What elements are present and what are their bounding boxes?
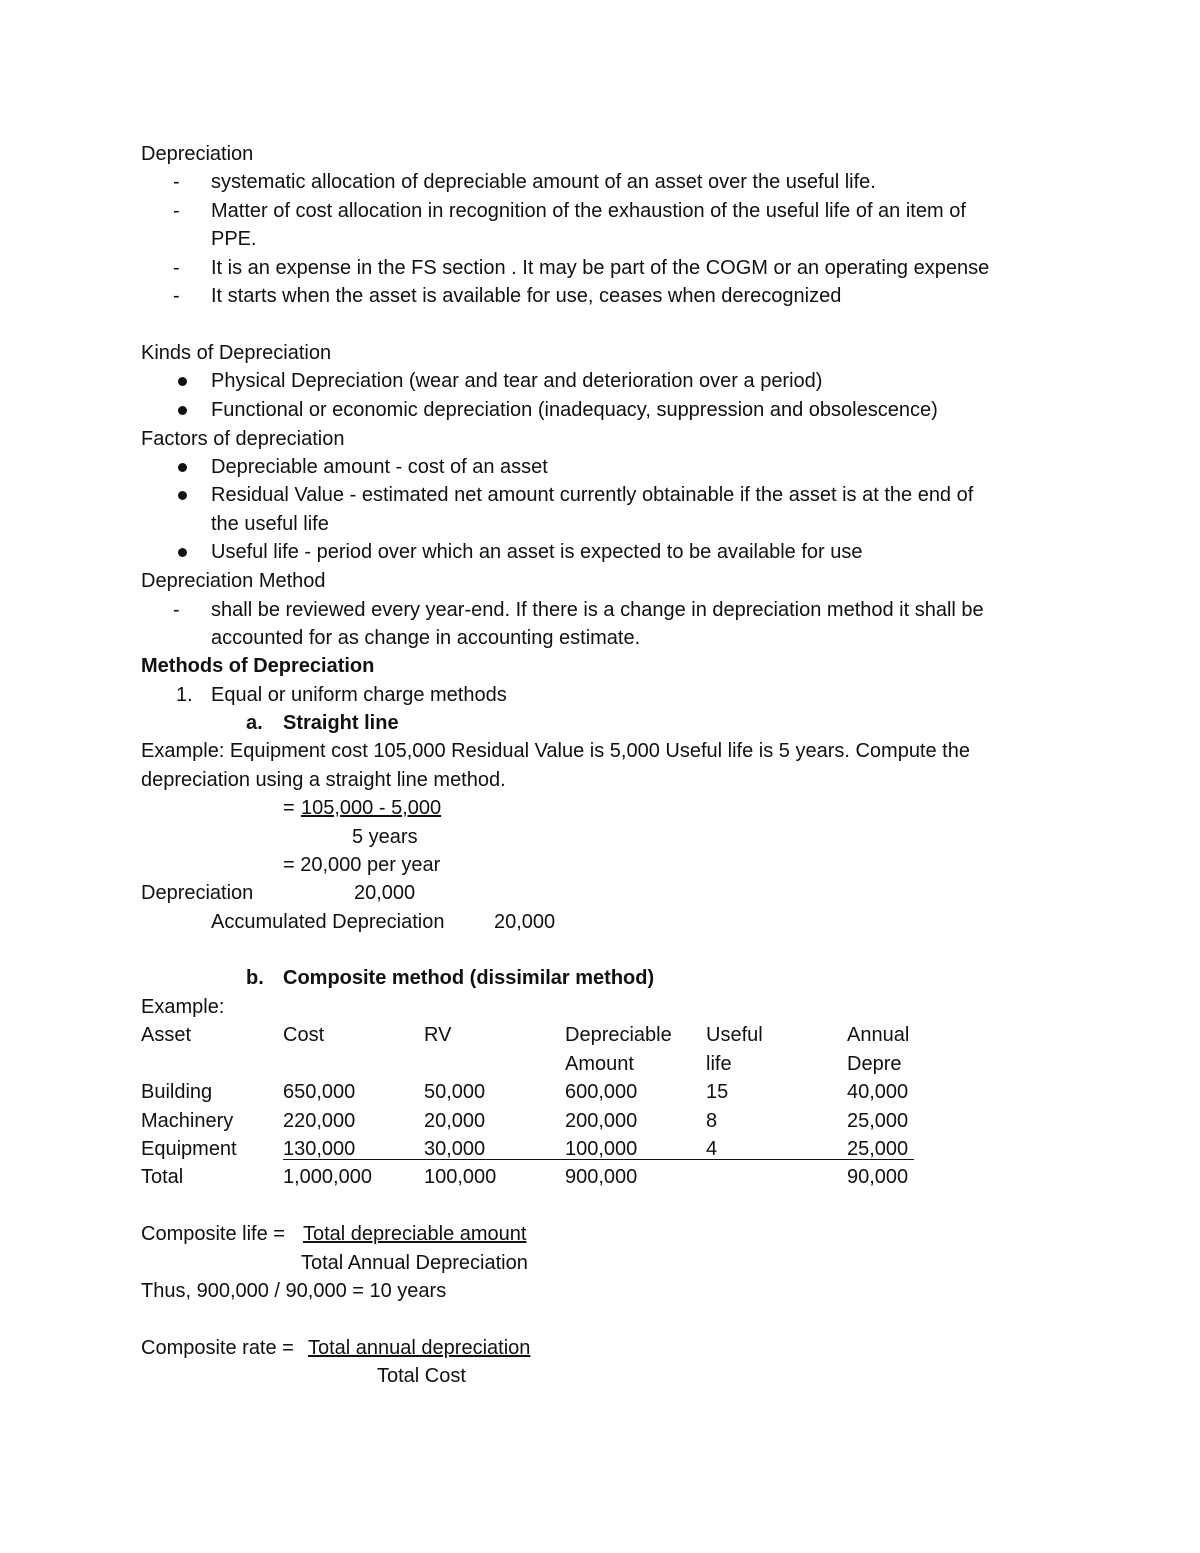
table-cell: 25,000	[847, 1110, 909, 1132]
table-cell: 100,000	[565, 1138, 638, 1160]
methods-item: Equal or uniform charge methods	[211, 684, 507, 706]
table-total-cell: 1,000,000	[283, 1166, 372, 1188]
factors-item: Residual Value - estimated net amount currently obtainable if the asset is at the end of	[211, 484, 974, 506]
depreciation-point: Matter of cost allocation in recognition of the exhaustion of the useful life of an item of	[211, 200, 966, 222]
table-cell: Equipment	[141, 1138, 237, 1160]
kinds-heading: Kinds of Depreciation	[141, 342, 332, 364]
dash-marker: -	[173, 285, 180, 307]
table-header-depre: Depre	[847, 1053, 902, 1075]
depreciation-point: systematic allocation of depreciable amount of an asset over the useful life.	[211, 171, 876, 193]
bullet-icon	[178, 406, 187, 415]
table-total-cell: 90,000	[847, 1166, 909, 1188]
composite-life-numerator: Total depreciable amount	[303, 1223, 527, 1245]
journal-debit-value: 20,000	[354, 882, 416, 904]
table-cell: 130,000	[283, 1138, 356, 1160]
table-header-rv: RV	[424, 1024, 452, 1046]
dash-marker: -	[173, 171, 180, 193]
table-cell: 20,000	[424, 1110, 486, 1132]
table-cell: 4	[706, 1138, 718, 1160]
factors-item-continued: the useful life	[211, 513, 329, 535]
table-total-cell: 900,000	[565, 1166, 638, 1188]
table-total-cell: 100,000	[424, 1166, 497, 1188]
composite-example-label: Example:	[141, 996, 225, 1018]
method-heading: Depreciation Method	[141, 570, 326, 592]
table-cell: 25,000	[847, 1138, 909, 1160]
methods-heading: Methods of Depreciation	[141, 655, 375, 677]
journal-credit-label: Accumulated Depreciation	[211, 911, 445, 933]
factors-item: Useful life - period over which an asset is expected to be available for use	[211, 541, 863, 563]
formula-denominator: 5 years	[352, 826, 418, 848]
list-number: 1.	[176, 684, 193, 706]
straight-line-title: Straight line	[283, 712, 399, 734]
composite-rate-denominator: Total Cost	[377, 1365, 466, 1387]
journal-debit-label: Depreciation	[141, 882, 254, 904]
table-cell: 30,000	[424, 1138, 486, 1160]
example-text: depreciation using a straight line method.	[141, 769, 506, 791]
formula-equals: =	[283, 797, 295, 819]
dash-marker: -	[173, 200, 180, 222]
bullet-icon	[178, 377, 187, 386]
depreciation-point-continued: PPE.	[211, 228, 257, 250]
table-cell: 220,000	[283, 1110, 356, 1132]
example-text: Example: Equipment cost 105,000 Residual Value is 5,000 Useful life is 5 years. Compute the	[141, 740, 970, 762]
table-header-amount: Amount	[565, 1053, 634, 1075]
composite-life-denominator: Total Annual Depreciation	[301, 1252, 528, 1274]
dash-marker: -	[173, 257, 180, 279]
depreciation-heading: Depreciation	[141, 143, 254, 165]
depreciation-point: It starts when the asset is available for use, ceases when derecognized	[211, 285, 842, 307]
bullet-icon	[178, 463, 187, 472]
table-header-depreciable: Depreciable	[565, 1024, 672, 1046]
table-cell: Building	[141, 1081, 213, 1103]
table-cell: 50,000	[424, 1081, 486, 1103]
table-cell: 8	[706, 1110, 718, 1132]
table-cell: 15	[706, 1081, 729, 1103]
table-cell: Machinery	[141, 1110, 234, 1132]
table-header-annual: Annual	[847, 1024, 910, 1046]
factors-heading: Factors of depreciation	[141, 428, 345, 450]
sublist-letter: a.	[246, 712, 263, 734]
table-total-cell: Total	[141, 1166, 184, 1188]
bullet-icon	[178, 548, 187, 557]
table-header-life: life	[706, 1053, 732, 1075]
table-cell: 40,000	[847, 1081, 909, 1103]
formula-numerator: 105,000 - 5,000	[301, 797, 442, 819]
composite-title: Composite method (dissimilar method)	[283, 967, 655, 989]
table-header-asset: Asset	[141, 1024, 192, 1046]
table-header-cost: Cost	[283, 1024, 325, 1046]
table-cell: 200,000	[565, 1110, 638, 1132]
composite-rate-numerator: Total annual depreciation	[308, 1337, 531, 1359]
bullet-icon	[178, 491, 187, 500]
method-point: shall be reviewed every year-end. If there is a change in depreciation method it shall be	[211, 599, 984, 621]
journal-credit-value: 20,000	[494, 911, 556, 933]
composite-rate-label: Composite rate =	[141, 1337, 294, 1359]
method-point-continued: accounted for as change in accounting estimate.	[211, 627, 641, 649]
table-header-useful: Useful	[706, 1024, 763, 1046]
composite-life-result: Thus, 900,000 / 90,000 = 10 years	[141, 1280, 447, 1302]
table-cell: 600,000	[565, 1081, 638, 1103]
table-cell: 650,000	[283, 1081, 356, 1103]
depreciation-point: It is an expense in the FS section . It may be part of the COGM or an operating expense	[211, 257, 990, 279]
composite-life-label: Composite life =	[141, 1223, 285, 1245]
formula-result: = 20,000 per year	[283, 854, 441, 876]
kinds-item: Functional or economic depreciation (inadequacy, suppression and obsolescence)	[211, 399, 938, 421]
dash-marker: -	[173, 599, 180, 621]
sublist-letter: b.	[246, 967, 264, 989]
factors-item: Depreciable amount - cost of an asset	[211, 456, 548, 478]
kinds-item: Physical Depreciation (wear and tear and deterioration over a period)	[211, 370, 823, 392]
table-total-rule	[283, 1159, 914, 1160]
